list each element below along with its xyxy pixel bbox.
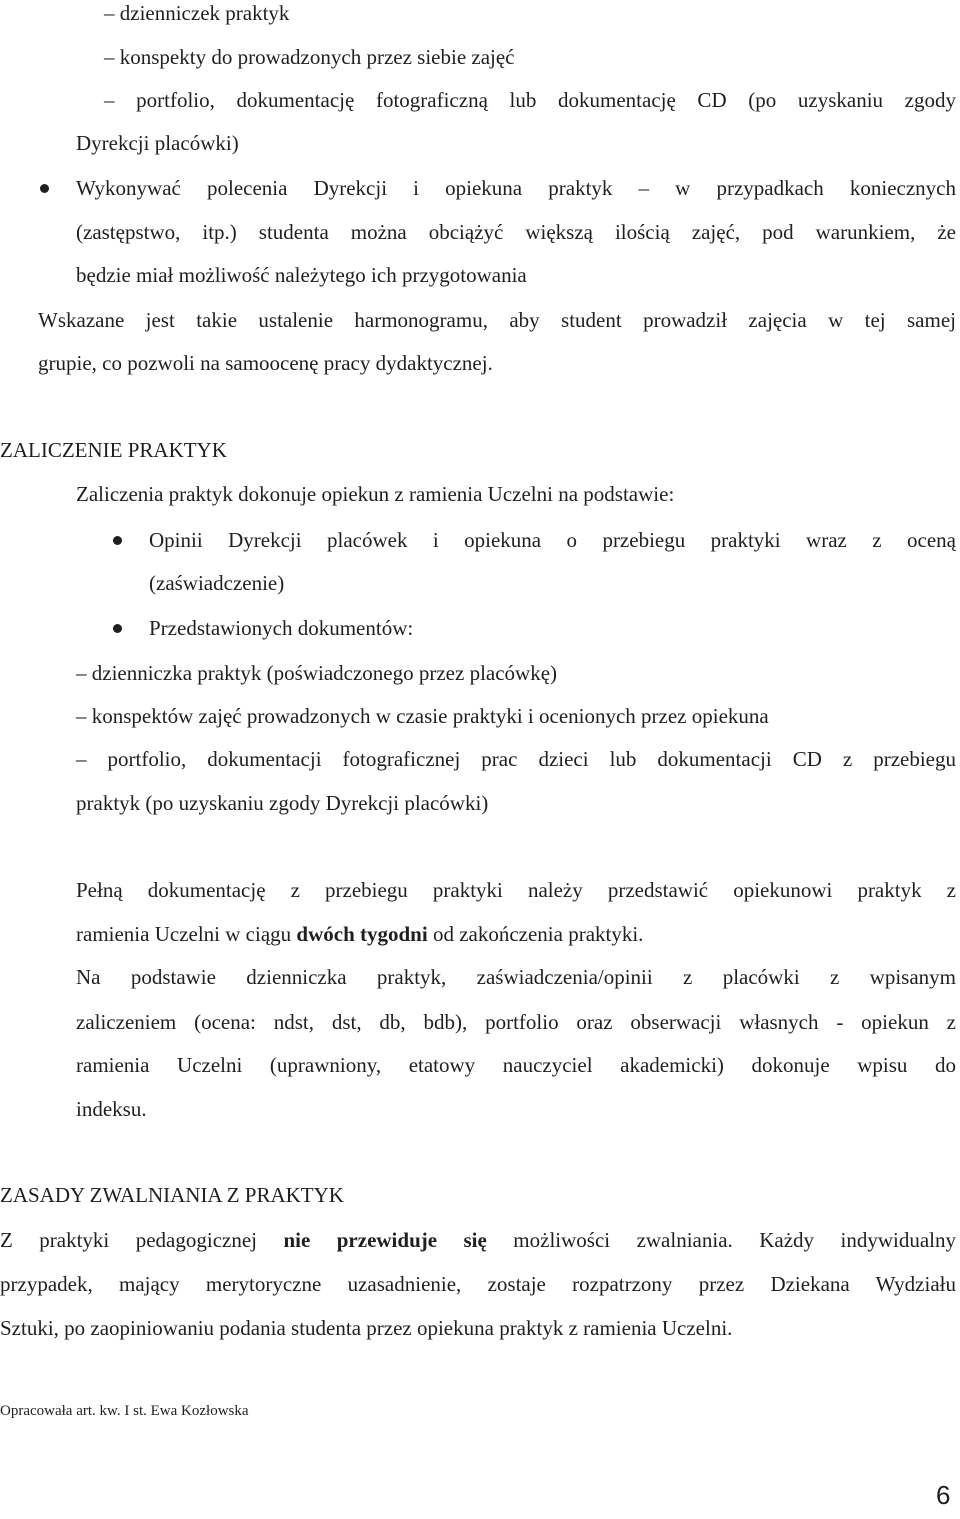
author-note: Opracowała art. kw. I st. Ewa Kozłowska [0, 1403, 249, 1419]
list-item: – konspekty do prowadzonych przez siebie zajęć [104, 45, 515, 69]
paragraph-line: Sztuki, po zaopiniowaniu podania studenta przez opiekuna praktyk z ramienia Uczelni. [0, 1316, 733, 1340]
text-run: ramienia Uczelni w ciągu [76, 922, 297, 946]
list-item: – portfolio, dokumentacji fotograficznej prac dzieci lub dokumentacji CD z przebiegu [76, 747, 956, 771]
paragraph-line: zaliczeniem (ocena: ndst, dst, db, bdb), portfolio oraz obserwacji własnych - opiekun z [76, 1010, 956, 1034]
bullet-item-line: (zaświadczenie) [149, 571, 285, 595]
paragraph-line: Wskazane jest takie ustalenie harmonogramu, aby student prowadził zajęcia w tej samej [38, 308, 956, 332]
list-item: – konspektów zajęć prowadzonych w czasie praktyki i ocenionych przez opiekuna [76, 704, 769, 728]
paragraph-line: Na podstawie dzienniczka praktyk, zaświadczenia/opinii z placówki z wpisanym [76, 965, 956, 989]
bold-text: nie przewiduje się [283, 1228, 487, 1252]
paragraph-line [0, 1227, 956, 1253]
list-item: – dzienniczek praktyk [104, 1, 290, 25]
text-run: możliwości zwalniania. Każdy indywidualny [486, 1228, 956, 1252]
bullet-item: Przedstawionych dokumentów: [149, 616, 414, 640]
section-heading: ZALICZENIE PRAKTYK [0, 438, 227, 462]
paragraph-line: ramienia Uczelni (uprawniony, etatowy nauczyciel akademicki) dokonuje wpisu do [76, 1053, 956, 1077]
list-item-continuation: Dyrekcji placówki) [76, 131, 239, 155]
paragraph-line: grupie, co pozwoli na samoocenę pracy dydaktycznej. [38, 351, 493, 375]
paragraph-line: Pełną dokumentację z przebiegu praktyki należy przedstawić opiekunowi praktyk z [76, 878, 956, 902]
paragraph-line: Zaliczenia praktyk dokonuje opiekun z ramienia Uczelni na podstawie: [76, 482, 675, 506]
paragraph-line [76, 921, 643, 947]
paragraph-line: przypadek, mający merytoryczne uzasadnienie, zostaje rozpatrzony przez Dziekana Wydziału [0, 1272, 956, 1296]
paragraph-line: indeksu. [76, 1097, 147, 1121]
section-heading: ZASADY ZWALNIANIA Z PRAKTYK [0, 1183, 344, 1207]
list-item-continuation: praktyk (po uzyskaniu zgody Dyrekcji placówki) [76, 791, 489, 815]
bold-text: dwóch tygodni [296, 922, 428, 946]
list-item: – dzienniczka praktyk (poświadczonego przez placówkę) [76, 661, 558, 685]
bullet-item-line: będzie miał możliwość należytego ich przygotowania [76, 263, 527, 287]
bullet-item-line: (zastępstwo, itp.) studenta można obciążyć większą ilością zajęć, pod warunkiem, że [76, 220, 956, 244]
page-number: 6 [936, 1480, 951, 1510]
bullet-item: Opinii Dyrekcji placówek i opiekuna o przebiegu praktyki wraz z oceną [149, 528, 956, 552]
list-item: – portfolio, dokumentację fotograficzną lub dokumentację CD (po uzyskaniu zgody [104, 88, 956, 112]
text-run: Z praktyki pedagogicznej [0, 1228, 284, 1252]
text-run: od zakończenia praktyki. [427, 922, 644, 946]
bullet-item: Wykonywać polecenia Dyrekcji i opiekuna praktyk – w przypadkach koniecznych [76, 176, 956, 200]
